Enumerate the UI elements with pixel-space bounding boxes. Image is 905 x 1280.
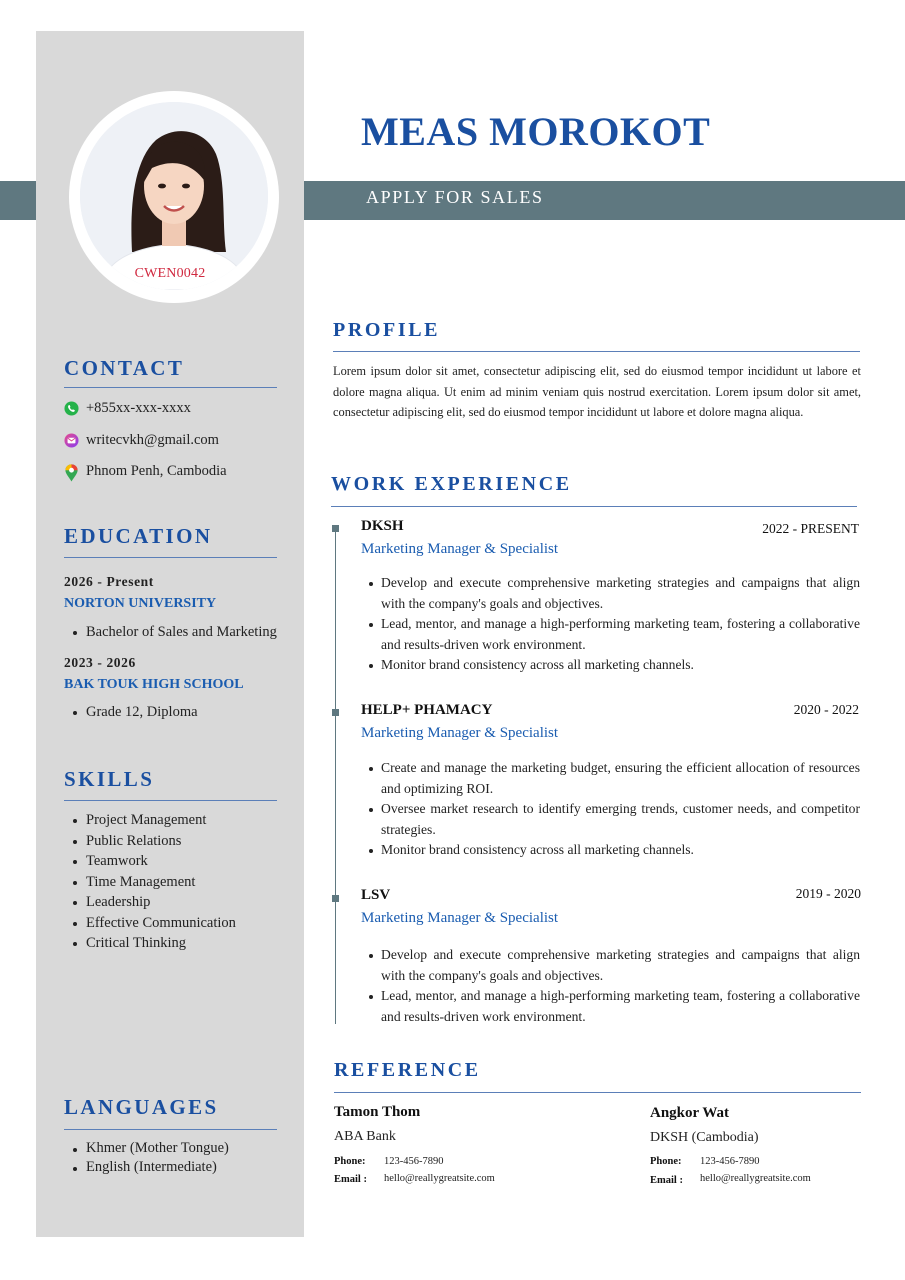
- education-item: Grade 12, Diploma: [86, 702, 198, 723]
- reference-email-label: Email :: [334, 1174, 367, 1185]
- profile-photo: [80, 102, 268, 290]
- profile-text: Lorem ipsum dolor sit amet, consectetur adipiscing elit, sed do eiusmod tempor incididunt ut labore et dolore magna aliqua. Ut enim ad minim veniam quis nostrud exercitation. Lorem ipsum dolor sit amet, consectetur adipiscing elit, sed do eiusmod tempor incididunt ut labore et dolore magna aliqua.: [333, 364, 861, 420]
- education-divider: [64, 557, 277, 558]
- candidate-name: MEAS MOROKOT: [361, 109, 711, 154]
- education-details: [86, 702, 198, 723]
- education-details: [86, 622, 277, 643]
- skill-item: Leadership: [86, 892, 236, 913]
- experience-title: WORK EXPERIENCE: [331, 473, 572, 495]
- reference-title: REFERENCE: [334, 1059, 481, 1081]
- reference-phone-label: Phone:: [334, 1156, 366, 1167]
- job-bullet: Lead, mentor, and manage a high-performing marketing team, fostering a collaborative and results-driven work environment.: [381, 986, 860, 1027]
- job-dates: 2022 - PRESENT: [762, 521, 859, 536]
- job-bullet: Oversee market research to identify emerging trends, customer needs, and competitor strategies.: [381, 799, 860, 840]
- contact-email: writecvkh@gmail.com: [86, 432, 219, 448]
- contact-divider: [64, 387, 277, 388]
- reference-phone: 123-456-7890: [384, 1156, 444, 1167]
- reference-phone-label: Phone:: [650, 1156, 682, 1167]
- job-company: DKSH: [361, 518, 404, 534]
- email-icon: [64, 433, 79, 448]
- job-role: Marketing Manager & Specialist: [361, 910, 559, 926]
- reference-divider: [334, 1092, 861, 1093]
- job-bullet: Create and manage the marketing budget, ensuring the efficient allocation of resources and optimizing ROI.: [381, 758, 860, 799]
- profile-divider: [333, 351, 860, 352]
- job-role: Marketing Manager & Specialist: [361, 725, 559, 741]
- timeline-marker: [332, 525, 339, 532]
- education-item: Bachelor of Sales and Marketing: [86, 622, 277, 643]
- timeline-marker: [332, 895, 339, 902]
- job-target: APPLY FOR SALES: [366, 187, 544, 207]
- whatsapp-phone-icon: [64, 401, 79, 416]
- job-bullet: Lead, mentor, and manage a high-performing marketing team, fostering a collaborative and results-driven work environment.: [381, 614, 860, 655]
- experience-divider: [331, 506, 857, 507]
- education-years: 2023 - 2026: [64, 655, 136, 670]
- languages-divider: [64, 1129, 277, 1130]
- timeline-marker: [332, 709, 339, 716]
- experience-timeline: [335, 528, 336, 1024]
- job-bullet: Develop and execute comprehensive marketing strategies and campaigns that align with the company's goals and objectives.: [381, 573, 860, 614]
- job-bullet: Develop and execute comprehensive marketing strategies and campaigns that align with the company's goals and objectives.: [381, 945, 860, 986]
- skill-item: Public Relations: [86, 831, 236, 852]
- job-role: Marketing Manager & Specialist: [361, 541, 559, 557]
- skills-title: SKILLS: [64, 767, 155, 791]
- profile-title: PROFILE: [333, 319, 441, 341]
- skills-divider: [64, 800, 277, 801]
- job-dates: 2019 - 2020: [795, 886, 861, 901]
- contact-phone: +855xx-xxx-xxxx: [86, 400, 191, 416]
- reference-company: DKSH (Cambodia): [650, 1130, 759, 1145]
- person-portrait-icon: [80, 102, 268, 290]
- skills-list: [86, 810, 236, 954]
- reference-name: Tamon Thom: [334, 1104, 421, 1120]
- job-company: LSV: [361, 887, 391, 903]
- job-bullet: Monitor brand consistency across all marketing channels.: [381, 840, 860, 861]
- job-responsibilities: [381, 758, 860, 861]
- education-school: BAK TOUK HIGH SCHOOL: [64, 677, 244, 692]
- reference-email: hello@reallygreatsite.com: [700, 1173, 811, 1184]
- skill-item: Project Management: [86, 810, 236, 831]
- photo-code: CWEN0042: [134, 266, 206, 281]
- contact-title: CONTACT: [64, 356, 185, 380]
- reference-phone: 123-456-7890: [700, 1156, 760, 1167]
- job-responsibilities: [381, 573, 860, 676]
- job-responsibilities: [381, 945, 860, 1027]
- job-bullet: Monitor brand consistency across all marketing channels.: [381, 655, 860, 676]
- language-item: Khmer (Mother Tongue): [86, 1140, 229, 1156]
- education-school: NORTON UNIVERSITY: [64, 596, 217, 611]
- job-company: HELP+ PHAMACY: [361, 702, 493, 718]
- reference-name: Angkor Wat: [650, 1105, 730, 1121]
- skill-item: Effective Communication: [86, 913, 236, 934]
- skill-item: Time Management: [86, 872, 236, 893]
- languages-title: LANGUAGES: [64, 1095, 219, 1119]
- reference-company: ABA Bank: [334, 1129, 396, 1144]
- skill-item: Teamwork: [86, 851, 236, 872]
- job-dates: 2020 - 2022: [793, 702, 859, 717]
- reference-email: hello@reallygreatsite.com: [384, 1173, 495, 1184]
- education-title: EDUCATION: [64, 524, 213, 548]
- languages-list: [86, 1139, 229, 1177]
- skill-item: Critical Thinking: [86, 933, 236, 954]
- contact-location: Phnom Penh, Cambodia: [86, 463, 227, 479]
- education-years: 2026 - Present: [64, 574, 154, 589]
- language-item: English (Intermediate): [86, 1158, 229, 1177]
- map-pin-icon: [64, 463, 79, 483]
- reference-email-label: Email :: [650, 1175, 683, 1186]
